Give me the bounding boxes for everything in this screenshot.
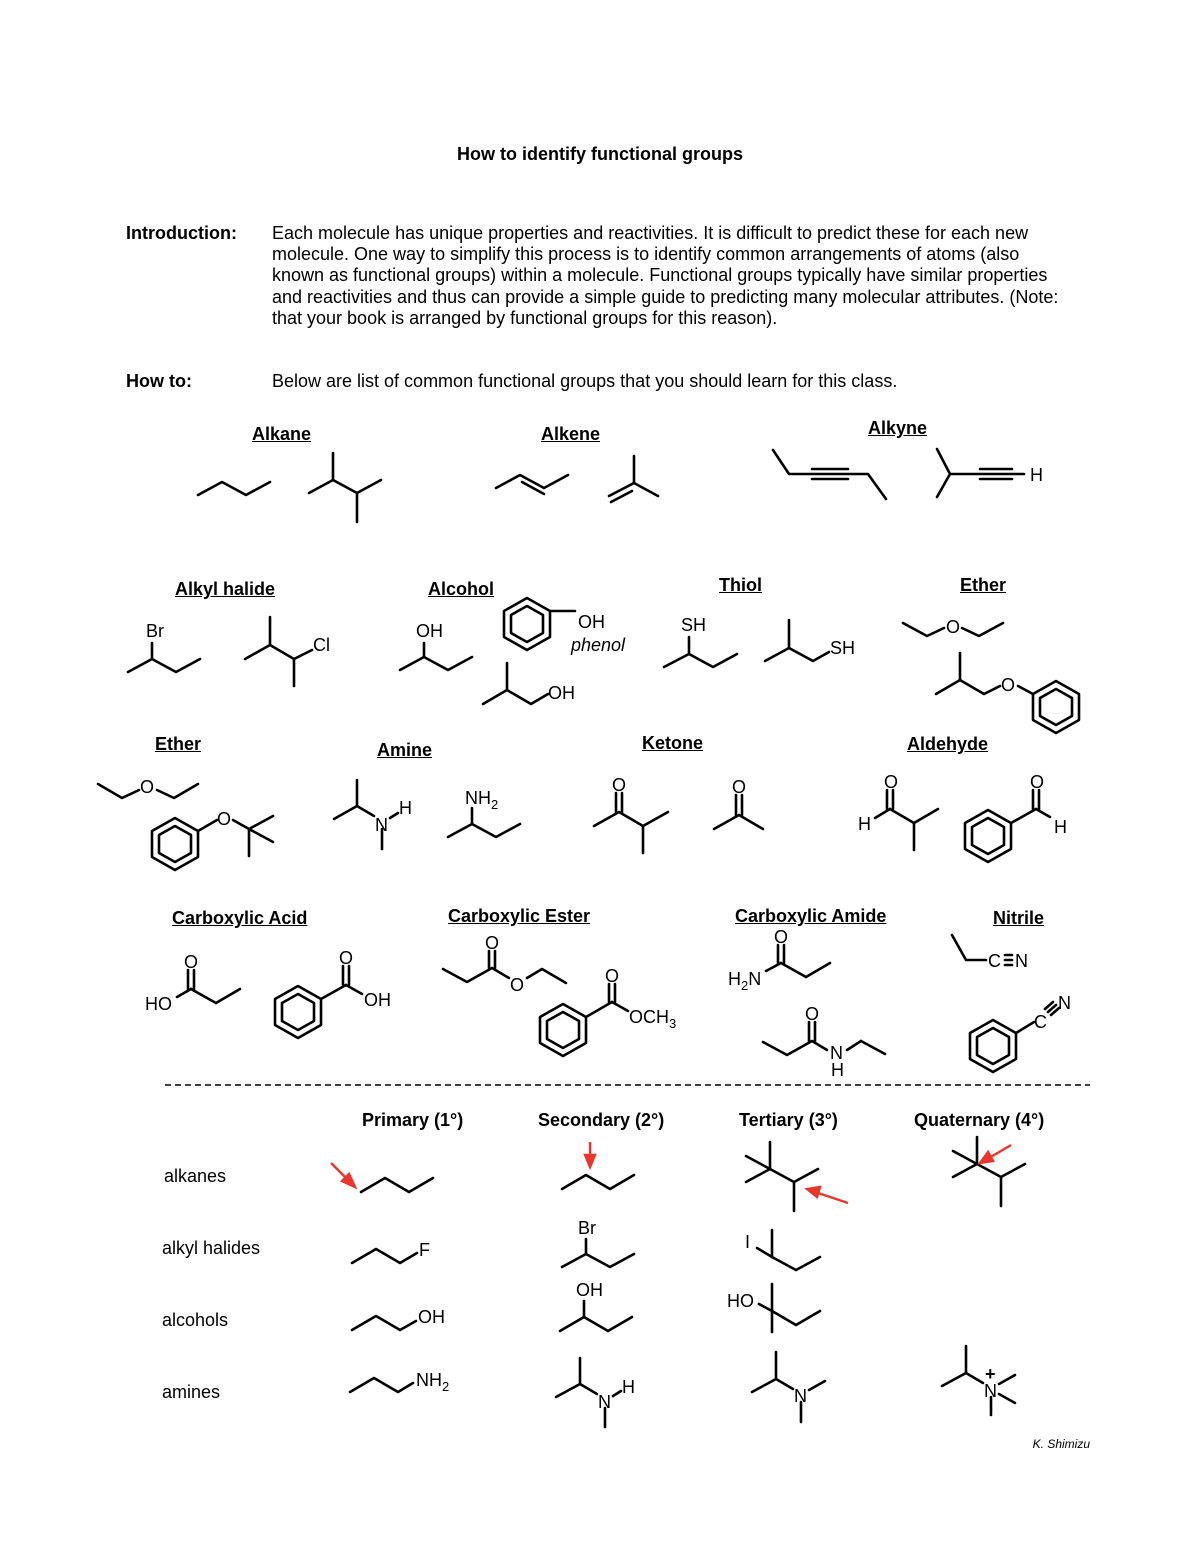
heading-alkyne: Alkyne bbox=[868, 418, 928, 438]
phenol-structure bbox=[504, 598, 575, 650]
isobutene-structure bbox=[609, 456, 658, 502]
atom-NH2-primary: $NH_2$ bbox=[416, 1370, 450, 1394]
atom-Cl: Cl bbox=[313, 635, 330, 655]
secondary-alcohol-structure bbox=[560, 1301, 632, 1331]
atom-OCH3: $OCH_3$ bbox=[629, 1007, 677, 1031]
howto-label: How to: bbox=[126, 371, 192, 391]
butene-structure bbox=[496, 475, 568, 494]
heading-carboxylic-ester: Carboxylic Ester bbox=[448, 906, 591, 926]
page-title: How to identify functional groups bbox=[457, 144, 743, 164]
atom-H-amide: H bbox=[831, 1060, 844, 1080]
header-tertiary: Tertiary (3°) bbox=[739, 1110, 838, 1130]
atom-O-ketone-2: O bbox=[732, 777, 747, 797]
primary-amine-structure bbox=[350, 1378, 413, 1392]
intro-label: Introduction: bbox=[126, 223, 237, 243]
heading-carboxylic-amide: Carboxylic Amide bbox=[735, 906, 887, 926]
atom-I: I bbox=[745, 1232, 751, 1252]
heading-amine: Amine bbox=[377, 740, 433, 760]
atom-OH-secondary: OH bbox=[576, 1280, 603, 1300]
atom-O-ether-4: O bbox=[217, 809, 232, 829]
atom-O-ether-3: O bbox=[140, 777, 155, 797]
atom-O-aldehyde-1: O bbox=[884, 772, 899, 792]
arrow-tertiary-icon bbox=[807, 1187, 848, 1203]
propanamide-structure bbox=[766, 945, 830, 977]
atom-O-amide-2: O bbox=[805, 1004, 820, 1024]
atom-SH-1: SH bbox=[681, 615, 707, 635]
atom-N-secondary: N bbox=[598, 1392, 611, 1412]
red-arrows bbox=[331, 1142, 1011, 1203]
heading-nitrile: Nitrile bbox=[993, 908, 1045, 928]
benzoic-acid-structure bbox=[275, 966, 362, 1038]
atom-O-amide-1: O bbox=[774, 927, 789, 947]
quaternary-alkane-structure bbox=[953, 1137, 1025, 1206]
isopentane-structure bbox=[309, 453, 381, 522]
secondary-amine-structure bbox=[556, 1358, 621, 1427]
atom-O-ether-2: O bbox=[1001, 675, 1016, 695]
isobutanol-structure bbox=[483, 663, 548, 704]
atom-C-nitrile-1: C bbox=[988, 951, 1001, 971]
atom-O-acid-1: O bbox=[184, 952, 199, 972]
primary-alkane-structure bbox=[361, 1178, 433, 1192]
heading-alcohol: Alcohol bbox=[428, 579, 494, 599]
atom-N-amide: N bbox=[830, 1043, 843, 1063]
atom-N-nitrile-2: N bbox=[1058, 993, 1071, 1013]
atom-O-ether-1: O bbox=[946, 617, 961, 637]
header-primary: Primary (1°) bbox=[362, 1110, 464, 1130]
atom-H-amine-1: H bbox=[399, 798, 412, 818]
atom-OH-isobutanol: OH bbox=[548, 683, 575, 703]
tertiary-amine-structure bbox=[752, 1352, 825, 1422]
propanoic-acid-structure bbox=[177, 970, 240, 1003]
atom-H-secondary: H bbox=[622, 1377, 635, 1397]
atom-O-ketone-1: O bbox=[612, 775, 627, 795]
atom-H-aldehyde-2: H bbox=[1054, 817, 1067, 837]
arrow-primary-icon bbox=[331, 1163, 355, 1187]
butanol-structure bbox=[400, 643, 472, 670]
atom-O-acid-2: O bbox=[339, 948, 354, 968]
atom-N-tertiary: N bbox=[794, 1386, 807, 1406]
heading-ether-1: Ether bbox=[960, 575, 1007, 595]
arrow-secondary-icon bbox=[585, 1142, 595, 1167]
intro-paragraph: Each molecule has unique properties and reactivities. It is difficult to predict these for each new molecule. One way to simplify this process is to identify common arrangements of atoms (also known as functional groups) within a molecule. Functional groups typically have similar properties and reactivities and thus can provide a simple guide to predicting many molecular attributes. (Note: that your book is arranged by functional groups for this reason). bbox=[272, 223, 1059, 328]
tertiary-alcohol-structure bbox=[759, 1284, 820, 1332]
primary-alcohol-structure bbox=[352, 1316, 416, 1330]
howto-paragraph: Below are list of common functional groups that you should learn for this class. bbox=[272, 371, 898, 391]
atom-F: F bbox=[419, 1240, 430, 1260]
arrow-quaternary-icon bbox=[980, 1145, 1011, 1163]
heading-alkane: Alkane bbox=[252, 424, 312, 444]
butanethiol-structure bbox=[664, 637, 737, 667]
butane-structure bbox=[198, 482, 270, 495]
header-secondary: Secondary (2°) bbox=[538, 1110, 665, 1130]
heading-carboxylic-acid: Carboxylic Acid bbox=[172, 908, 308, 928]
ethyl-propanoate-structure bbox=[443, 951, 566, 983]
heading-ether-2: Ether bbox=[155, 734, 202, 754]
atom-N-nitrile-1: N bbox=[1015, 951, 1028, 971]
row-label-alkanes: alkanes bbox=[164, 1166, 227, 1186]
atom-C-nitrile-2: C bbox=[1034, 1012, 1047, 1032]
chloro-methylbutane-structure bbox=[245, 617, 312, 686]
atom-H2N-amide: $H_2N$ bbox=[728, 969, 762, 993]
primary-alkyl-halide-structure bbox=[352, 1249, 417, 1263]
benzaldehyde-structure bbox=[965, 790, 1050, 862]
atom-O-ester-carbonyl: O bbox=[485, 933, 500, 953]
propanenitrile-structure bbox=[952, 935, 1012, 965]
atom-O-aldehyde-2: O bbox=[1030, 772, 1045, 792]
bromobutane-structure bbox=[128, 643, 200, 672]
atom-OH-primary: OH bbox=[418, 1307, 445, 1327]
tertiary-alkyl-halide-structure bbox=[757, 1230, 820, 1270]
quaternary-amine-structure bbox=[942, 1346, 1015, 1415]
isobutanethiol-structure bbox=[765, 620, 829, 661]
atom-Br-2: Br bbox=[578, 1218, 596, 1238]
row-label-alkyl-halides: alkyl halides bbox=[162, 1238, 261, 1258]
secondary-alkane-structure bbox=[562, 1175, 634, 1189]
tertiary-alkane-structure bbox=[746, 1142, 818, 1211]
methylisopropylamine-structure bbox=[334, 780, 398, 849]
atom-SH-2: SH bbox=[830, 638, 856, 658]
atom-H-aldehyde-1: H bbox=[858, 814, 871, 834]
atom-N-quaternary: N bbox=[984, 1381, 997, 1401]
hexyne-structure bbox=[773, 450, 886, 499]
author-signature: K. Shimizu bbox=[1032, 1437, 1090, 1451]
secondary-alkyl-halide-structure bbox=[562, 1239, 634, 1267]
atom-H-alkyne: H bbox=[1030, 465, 1043, 485]
atom-HO-acid: HO bbox=[145, 994, 172, 1014]
row-label-alcohols: alcohols bbox=[162, 1310, 229, 1330]
atom-NH2-amine: $NH_2$ bbox=[465, 788, 499, 812]
butanamine-structure bbox=[448, 808, 520, 837]
atom-N-amine-1: N bbox=[375, 815, 388, 835]
tert-butyl-phenyl-ether-structure bbox=[152, 816, 273, 870]
heading-alkene: Alkene bbox=[541, 424, 601, 444]
heading-ketone: Ketone bbox=[642, 733, 704, 753]
atom-OH-phenol: OH bbox=[578, 612, 605, 632]
atom-OH-butanol: OH bbox=[416, 621, 443, 641]
heading-thiol: Thiol bbox=[719, 575, 762, 595]
methylbutanone-structure bbox=[594, 793, 668, 853]
atom-O-ester-2: O bbox=[605, 966, 620, 986]
phenol-label: phenol bbox=[571, 635, 626, 655]
heading-alkyl-halide: Alkyl halide bbox=[175, 579, 276, 599]
atom-plus-charge: + bbox=[985, 1364, 996, 1384]
n-ethylpropanamide-structure bbox=[763, 1022, 885, 1055]
methylbutyne-structure bbox=[937, 449, 1024, 497]
acetone-structure bbox=[714, 795, 763, 829]
atom-HO-tertiary: HO bbox=[727, 1291, 754, 1311]
atom-Br-1: Br bbox=[146, 621, 164, 641]
methyl-benzoate-structure bbox=[540, 984, 628, 1056]
heading-aldehyde: Aldehyde bbox=[907, 734, 989, 754]
atom-OH-acid-2: OH bbox=[364, 990, 391, 1010]
atom-O-ester-1: O bbox=[510, 975, 525, 995]
row-label-amines: amines bbox=[162, 1382, 221, 1402]
isobutyraldehyde-structure bbox=[875, 790, 938, 850]
header-quaternary: Quaternary (4°) bbox=[914, 1110, 1045, 1130]
